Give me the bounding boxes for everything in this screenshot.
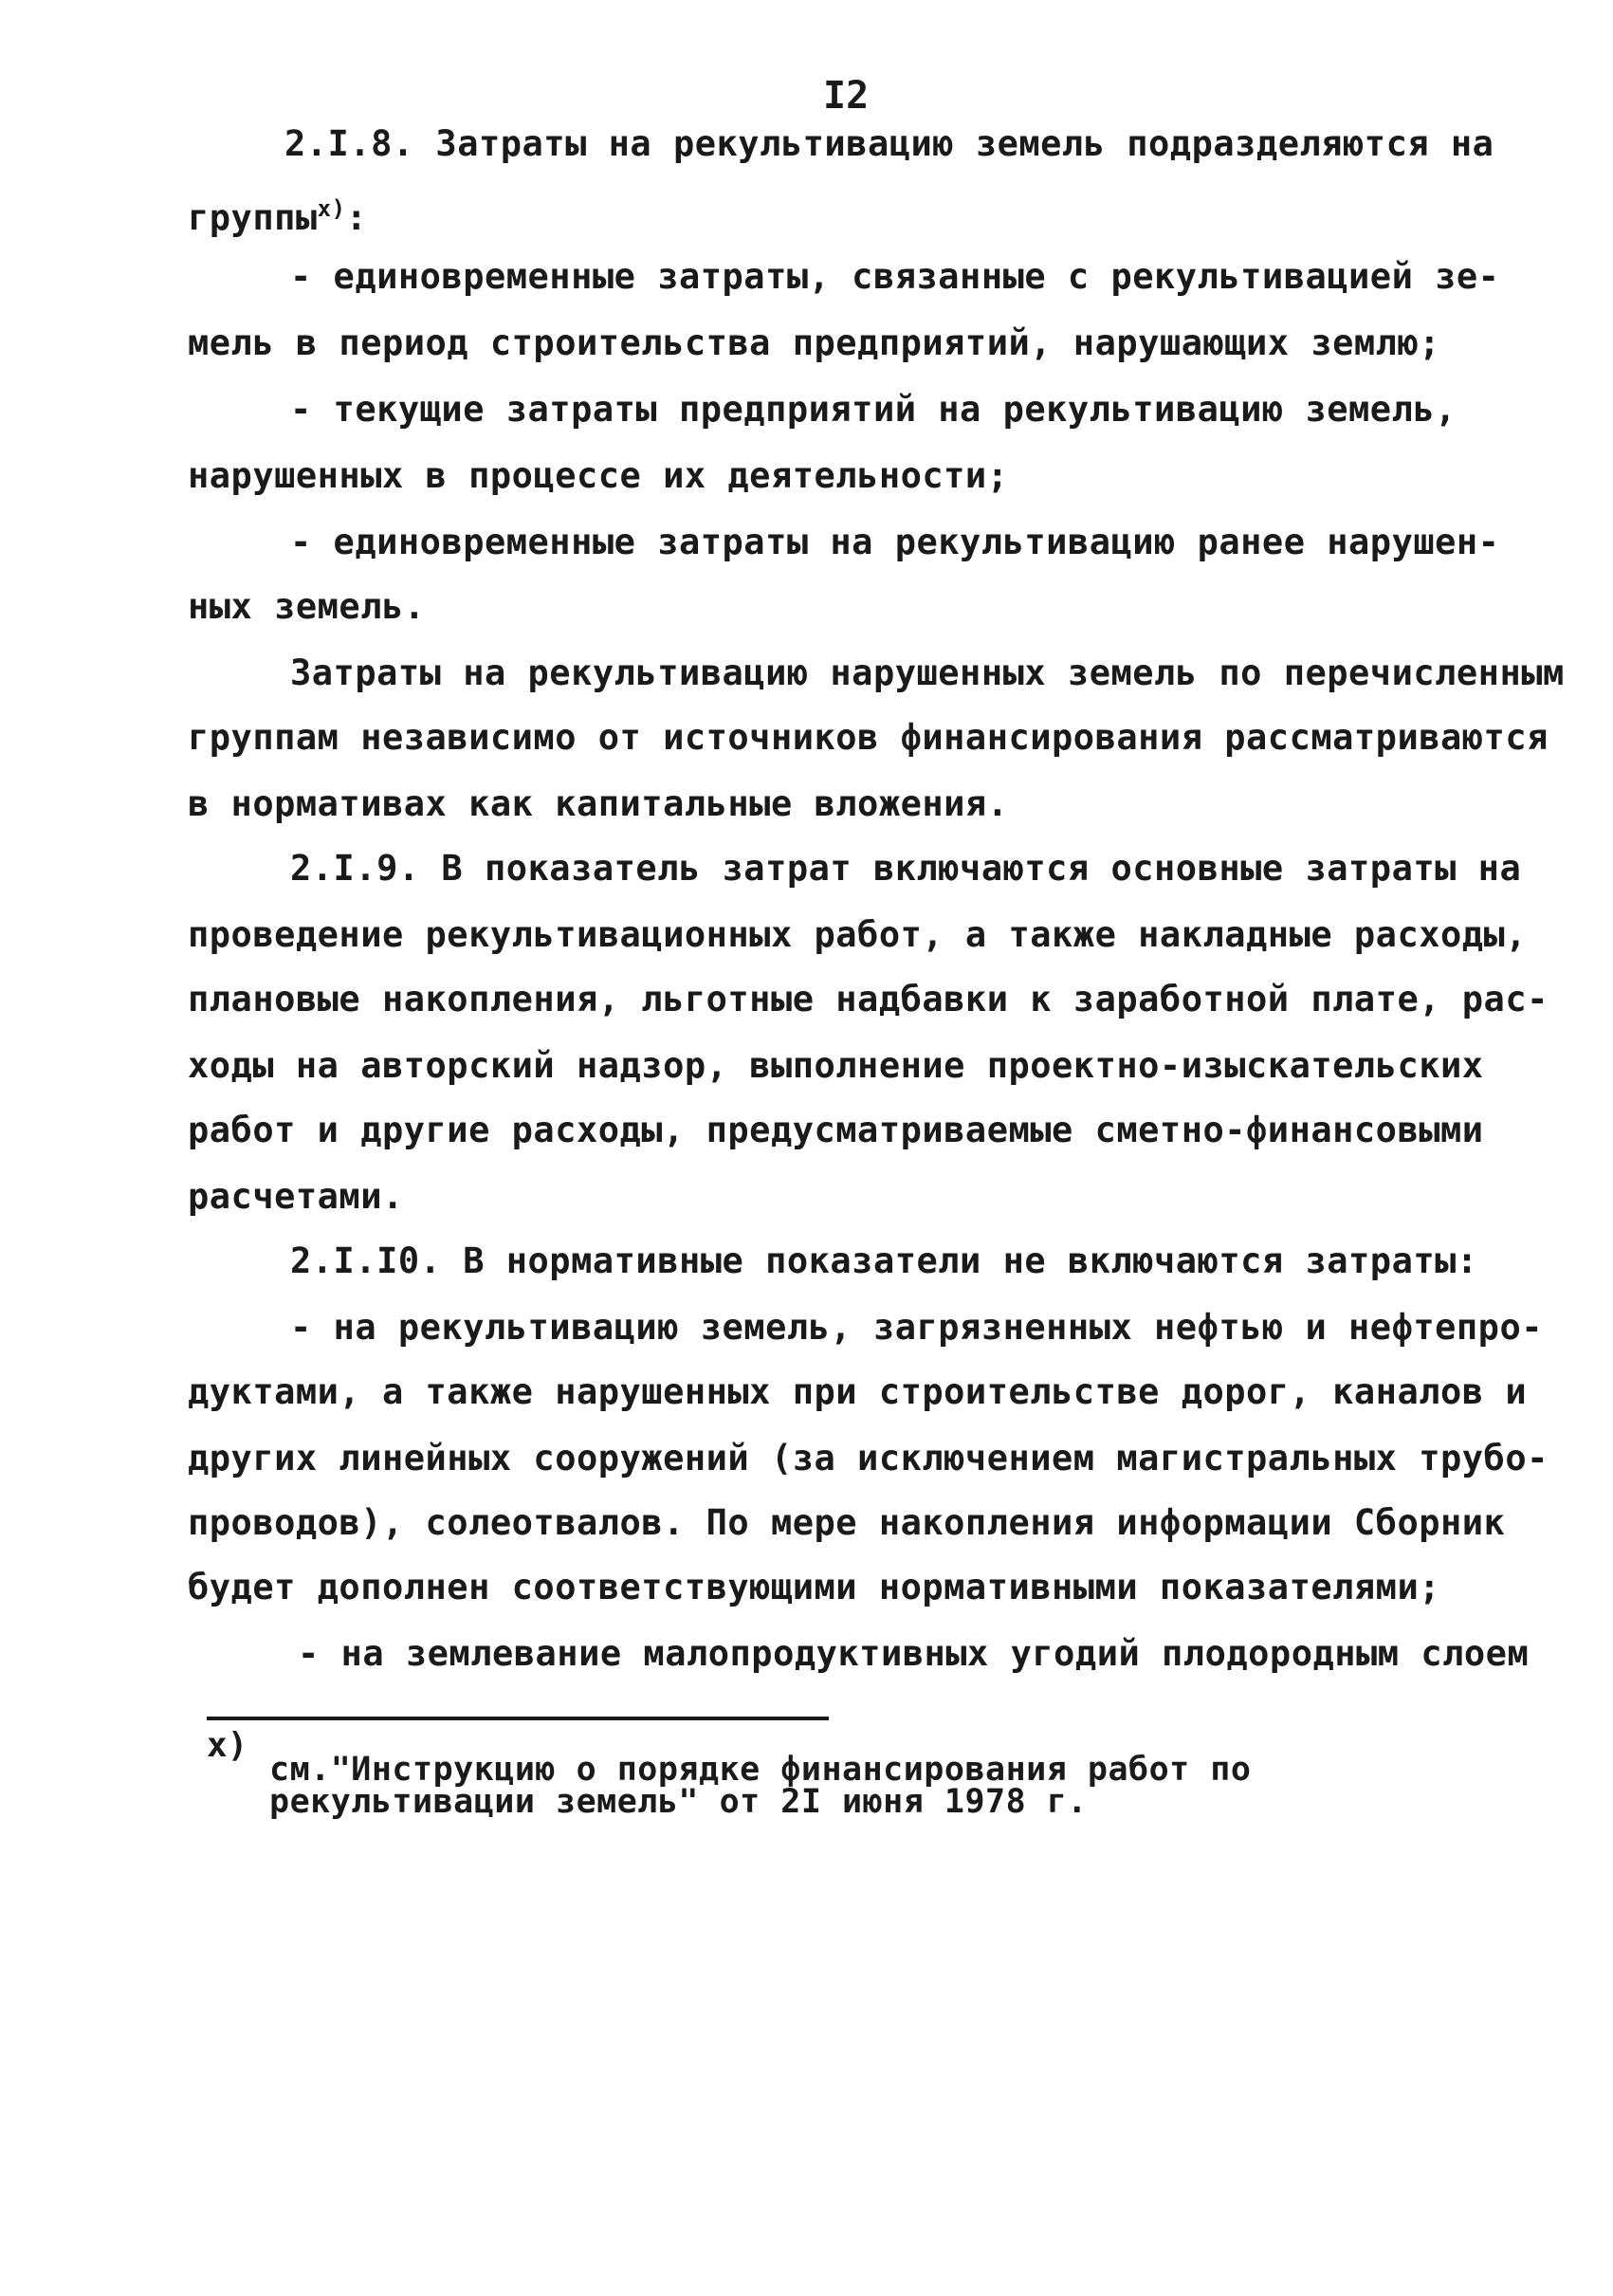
footnote-mark: х) (207, 1726, 248, 1765)
text-line: нарушенных в процессе их деятельности; (188, 455, 1009, 496)
text-line: - на землевание малопродуктивных угодий плодородным слоем (298, 1633, 1530, 1674)
text-line: 2.I.9. В показатель затрат включаются основные затраты на (290, 848, 1522, 889)
text-line: ных земель. (188, 586, 426, 627)
footnote-text-line: см."Инструкцию о порядке финансирования работ по (269, 1751, 1252, 1789)
text-line: - текущие затраты предприятий на рекультивацию земель, (290, 389, 1457, 430)
text-line: - на рекультивацию земель, загрязненных нефтью и нефтепро- (290, 1307, 1544, 1348)
text-line: мель в период строительства предприятий, нарушающих землю; (188, 322, 1441, 363)
text-line: - единовременные затраты на рекультивацию ранее нарушен- (290, 522, 1500, 562)
text-line (188, 197, 367, 239)
text-line: в нормативах как капитальные вложения. (188, 783, 1009, 824)
text-line: - единовременные затраты, связанные с рекультивацией зе- (290, 256, 1500, 297)
footnote-reference: х) (317, 195, 346, 222)
text-line: плановые накопления, льготные надбавки к заработной плате, рас- (188, 979, 1549, 1019)
text-line: расчетами. (188, 1176, 404, 1217)
text-line: будет дополнен соответствующими нормативными показателями; (188, 1567, 1441, 1607)
text-line: ходы на авторский надзор, выполнение проектно-изыскательских (188, 1045, 1484, 1086)
text-line: 2.I.I0. В нормативные показатели не включаются затраты: (290, 1240, 1478, 1281)
footnote-divider (207, 1717, 829, 1720)
text-line: проведение рекультивационных работ, а также накладные расходы, (188, 914, 1528, 955)
text-line: дуктами, а также нарушенных при строительстве дорог, каналов и (188, 1371, 1528, 1412)
text-line-words: группы (188, 197, 318, 238)
text-line: 2.I.8. Затраты на рекультивацию земель подразделяются на (284, 123, 1494, 164)
text-line: работ и другие расходы, предусматриваемые сметно-финансовыми (188, 1110, 1484, 1150)
text-line: Затраты на рекультивацию нарушенных земель по перечисленным (290, 652, 1565, 693)
footnote-text-line: рекультивации земель" от 2I июня 1978 г. (269, 1783, 1088, 1821)
text-line: группам независимо от источников финансирования рассматриваются (188, 717, 1549, 758)
text-line: других линейных сооружений (за исключением магистральных трубо- (188, 1438, 1549, 1479)
text-line: проводов), солеотвалов. По мере накопления информации Сборник (188, 1502, 1506, 1543)
page-number: I2 (823, 74, 870, 118)
text-line-colon: : (345, 197, 368, 238)
